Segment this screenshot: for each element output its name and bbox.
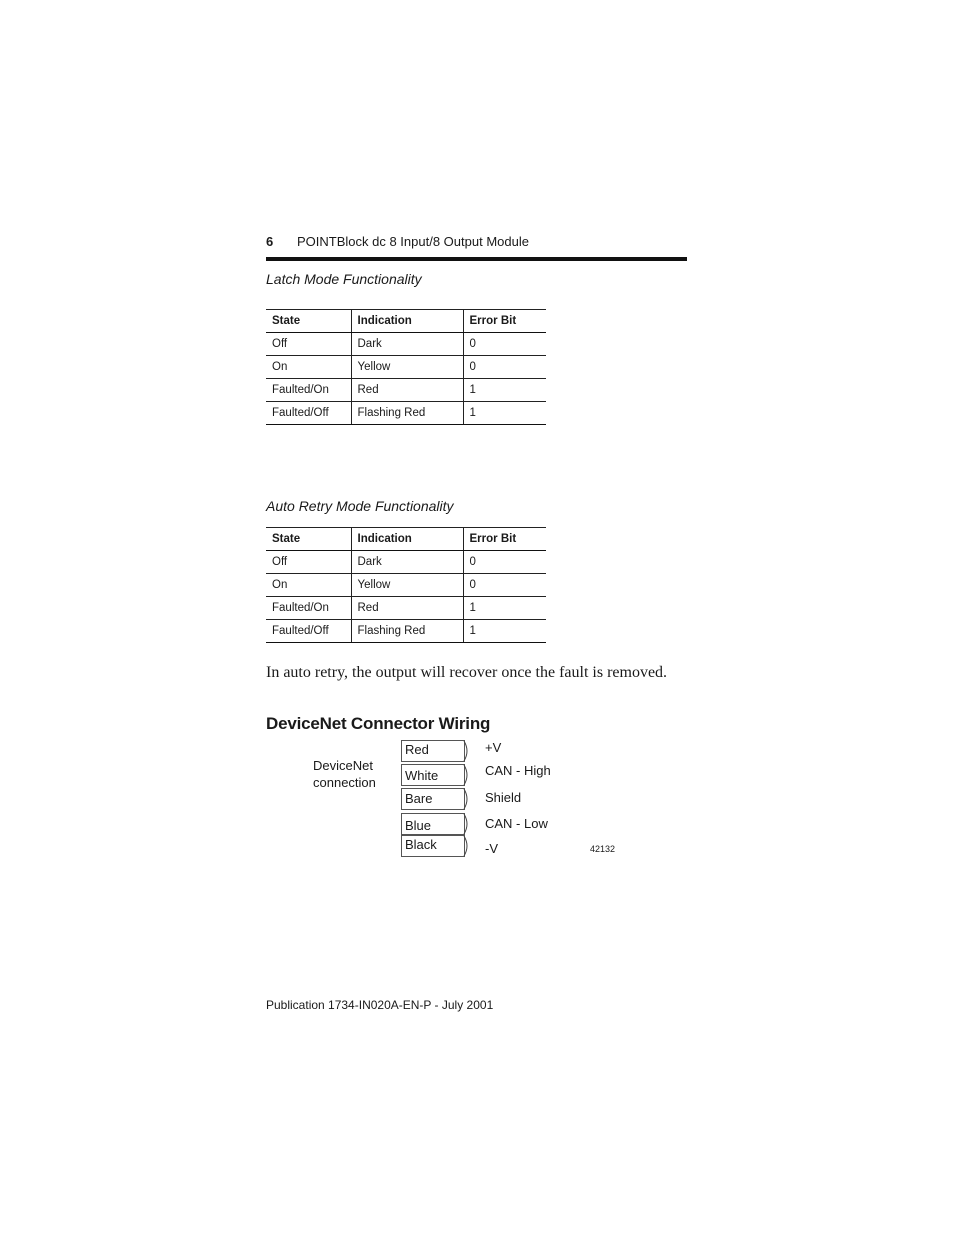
cell-error-bit: 0	[463, 333, 546, 356]
column-header-indication: Indication	[351, 310, 463, 333]
cell-error-bit: 1	[463, 620, 546, 643]
cell-error-bit: 0	[463, 574, 546, 597]
wire-white	[401, 764, 465, 786]
cell-indication: Flashing Red	[351, 402, 463, 425]
cell-error-bit: 0	[463, 551, 546, 574]
wire-end-cap-icon	[462, 835, 472, 857]
cell-state: Off	[266, 333, 351, 356]
wire-end-cap-icon	[462, 764, 472, 786]
table-header-row	[266, 528, 546, 551]
cell-error-bit: 1	[463, 597, 546, 620]
column-header-error-bit: Error Bit	[463, 310, 546, 333]
latch-mode-table	[266, 309, 546, 425]
connection-label-line1: DeviceNet	[313, 758, 373, 773]
table-row	[266, 597, 546, 620]
table-row	[266, 333, 546, 356]
cell-error-bit: 1	[463, 379, 546, 402]
column-header-state: State	[266, 310, 351, 333]
cell-state: Faulted/Off	[266, 620, 351, 643]
page-number: 6	[266, 234, 274, 249]
wire-blue	[401, 813, 465, 835]
cell-state: Faulted/On	[266, 597, 351, 620]
table-row	[266, 379, 546, 402]
publication-footer: Publication 1734-IN020A-EN-P - July 2001	[266, 998, 494, 1012]
cell-error-bit: 1	[463, 402, 546, 425]
cell-error-bit: 0	[463, 356, 546, 379]
table-header-row	[266, 310, 546, 333]
signal-label: -V	[485, 841, 498, 856]
auto-retry-mode-table	[266, 527, 546, 643]
auto-retry-table-caption: Auto Retry Mode Functionality	[266, 498, 454, 514]
column-header-error-bit: Error Bit	[463, 528, 546, 551]
column-header-indication: Indication	[351, 528, 463, 551]
wire-color-label: White	[405, 768, 439, 783]
wire-end-cap-icon	[462, 813, 472, 835]
wire-end-cap-icon	[462, 740, 472, 762]
connection-label	[313, 757, 376, 791]
table-row	[266, 551, 546, 574]
table-row	[266, 356, 546, 379]
wire-bare	[401, 788, 465, 810]
cell-indication: Yellow	[351, 356, 463, 379]
cell-indication: Red	[351, 379, 463, 402]
cell-indication: Red	[351, 597, 463, 620]
figure-number: 42132	[590, 844, 616, 854]
wire-end-cap-icon	[462, 788, 472, 810]
wire-red	[401, 740, 465, 762]
column-header-state: State	[266, 528, 351, 551]
table-row	[266, 574, 546, 597]
cell-state: On	[266, 574, 351, 597]
cell-indication: Dark	[351, 333, 463, 356]
signal-label: +V	[485, 740, 502, 755]
running-title: POINTBlock dc 8 Input/8 Output Module	[297, 234, 529, 249]
signal-label: Shield	[485, 790, 522, 805]
wire-color-label: Blue	[405, 818, 432, 833]
wire-color-label: Bare	[405, 791, 433, 806]
cell-state: Faulted/Off	[266, 402, 351, 425]
wire-black	[401, 835, 465, 857]
cell-indication: Yellow	[351, 574, 463, 597]
signal-label: CAN - High	[485, 763, 551, 778]
cell-state: Off	[266, 551, 351, 574]
table-row	[266, 620, 546, 643]
cell-indication: Flashing Red	[351, 620, 463, 643]
cell-indication: Dark	[351, 551, 463, 574]
header-rule	[266, 257, 687, 261]
signal-label: CAN - Low	[485, 816, 548, 831]
connection-label-line2: connection	[313, 775, 376, 790]
table-row	[266, 402, 546, 425]
wire-color-label: Red	[405, 742, 429, 757]
wire-color-label: Black	[405, 837, 437, 852]
latch-table-caption: Latch Mode Functionality	[266, 271, 422, 287]
cell-state: Faulted/On	[266, 379, 351, 402]
cell-state: On	[266, 356, 351, 379]
body-paragraph: In auto retry, the output will recover once the fault is removed.	[266, 664, 668, 681]
section-heading: DeviceNet Connector Wiring	[266, 714, 491, 733]
